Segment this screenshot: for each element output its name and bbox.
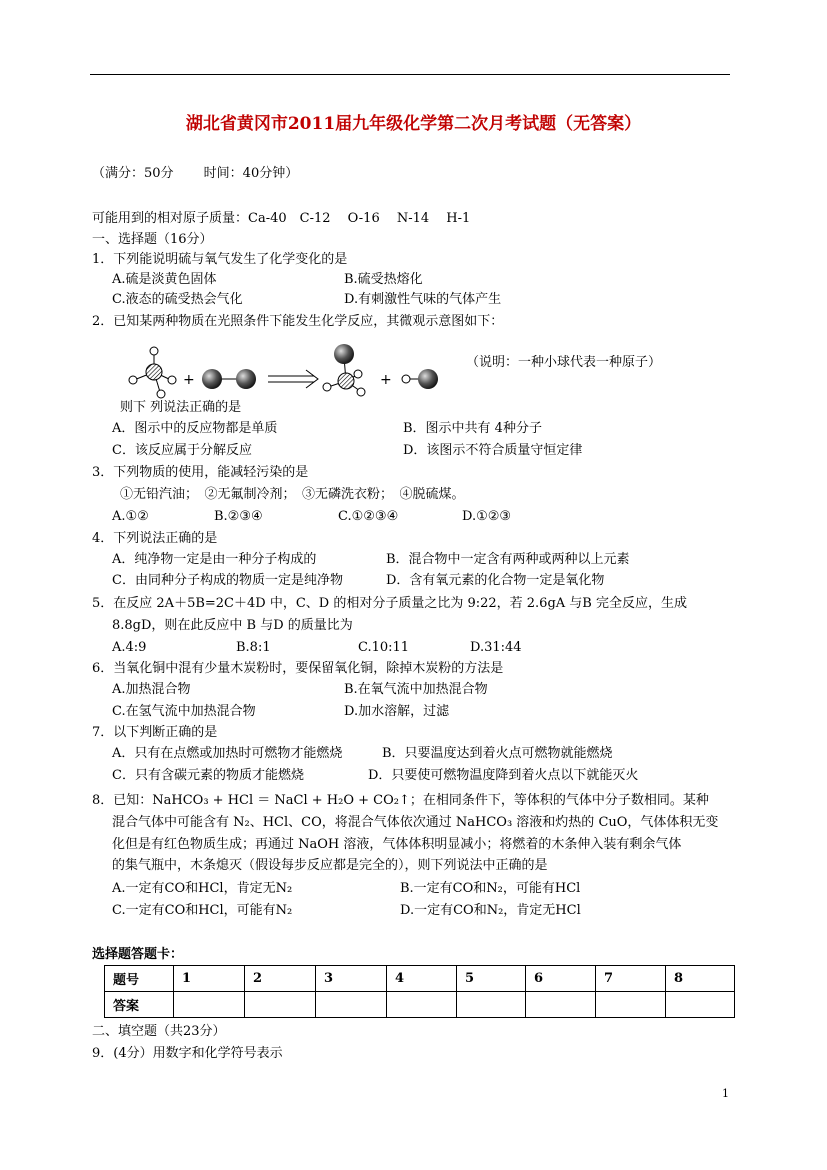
q5-option-d: D.31:44 [470, 640, 522, 655]
answer-cell[interactable] [666, 992, 735, 1018]
q5-stem-line2: 8.8gD，则在此反应中 B 与D 的质量比为 [112, 618, 353, 633]
q1-option-a: A.硫是淡黄色固体 [112, 272, 217, 287]
q4-option-c: C．由同种分子构成的物质一定是纯净物 [112, 573, 343, 588]
question-number: 5 [457, 966, 526, 992]
question-number: 7 [596, 966, 666, 992]
answer-cell[interactable] [387, 992, 457, 1018]
reaction-arrow [268, 370, 318, 388]
q6-option-b: B.在氧气流中加热混合物 [344, 682, 488, 697]
product-molecule-1 [323, 344, 365, 396]
answer-cell[interactable] [526, 992, 596, 1018]
q8-stem-line4: 的集气瓶中，木条熄灭（假设每步反应都是完全的），则下列说法中正确的是 [112, 858, 548, 873]
q8-option-a: A.一定有CO和HCl，肯定无N₂ [112, 881, 293, 896]
product-molecule-2 [402, 369, 438, 389]
q8-stem-line2: 混合气体中可能含有 N₂、HCl、CO，将混合气体依次通过 NaHCO₃ 溶液和灼热的 CuO，气体体积无变 [112, 815, 719, 830]
q3-stem: 3．下列物质的使用，能减轻污染的是 [92, 465, 309, 480]
question-number: 4 [387, 966, 457, 992]
q7-stem: 7．以下判断正确的是 [92, 725, 218, 740]
q7-option-b: B．只要温度达到着火点可燃物就能燃烧 [382, 746, 613, 761]
q3-option-d: D.①②③ [462, 509, 512, 524]
page-number: 1 [722, 1087, 729, 1100]
reactant-molecule-1 [129, 347, 176, 398]
question-number: 3 [316, 966, 387, 992]
plus-sign: + [183, 372, 195, 388]
answer-cell[interactable] [245, 992, 316, 1018]
answer-cell[interactable] [457, 992, 526, 1018]
q9-stem: 9．(4分）用数字和化学符号表示 [92, 1046, 283, 1061]
q6-option-c: C.在氢气流中加热混合物 [112, 704, 256, 719]
reactant-molecule-2 [202, 369, 256, 389]
q1-option-b: B.硫受热熔化 [344, 272, 423, 287]
q3-option-c: C.①②③④ [338, 509, 399, 524]
number-header: 题号 [105, 966, 174, 992]
q2-option-c: C．该反应属于分解反应 [112, 443, 252, 458]
q8-stem-line1: 8．已知：NaHCO₃ + HCl ＝ NaCl + H₂O + CO₂↑；在相同条件下，等体积的气体中分子数相同。某种 [92, 793, 709, 808]
q2-option-d: D．该图示不符合质量守恒定律 [403, 443, 583, 458]
q4-option-a: A．纯净物一定是由一种分子构成的 [112, 552, 317, 567]
q8-stem-line3: 化但是有红色物质生成；再通过 NaOH 溶液，气体体积明显减小；将燃着的木条伸入装有剩余气体 [112, 837, 682, 852]
q2-stem: 2．已知某两种物质在光照条件下能发生化学反应，其微观示意图如下： [92, 314, 504, 329]
reaction-diagram [126, 343, 456, 405]
answer-card-number-row [105, 966, 735, 992]
plus-sign: + [380, 372, 392, 388]
q3-option-a: A.①② [112, 509, 149, 524]
q7-option-c: C．只有含碳元素的物质才能燃烧 [112, 768, 304, 783]
q8-option-c: C.一定有CO和HCl，可能有N₂ [112, 903, 293, 918]
question-number: 8 [666, 966, 735, 992]
q6-option-a: A.加热混合物 [112, 682, 191, 697]
q7-option-a: A．只有在点燃或加热时可燃物才能燃烧 [112, 746, 343, 761]
q8-option-b: B.一定有CO和N₂，可能有HCl [400, 881, 581, 896]
q6-option-d: D.加水溶解，过滤 [344, 704, 450, 719]
q2-option-b: B．图示中共有 4种分子 [403, 421, 542, 436]
answer-cell[interactable] [174, 992, 245, 1018]
q5-option-c: C.10:11 [358, 640, 410, 655]
question-number: 2 [245, 966, 316, 992]
answer-card-label: 选择题答题卡： [92, 947, 184, 962]
q2-option-a: A．图示中的反应物都是单质 [112, 421, 278, 436]
q1-stem: 1．下列能说明硫与氧气发生了化学变化的是 [92, 252, 348, 267]
answer-header: 答案 [105, 992, 174, 1018]
header-rule [90, 74, 730, 75]
q6-stem: 6．当氧化铜中混有少量木炭粉时，要保留氧化铜，除掉木炭粉的方法是 [92, 661, 504, 676]
q2-note: （说明：一种小球代表一种原子） [466, 355, 662, 370]
answer-cell[interactable] [596, 992, 666, 1018]
question-number: 6 [526, 966, 596, 992]
q8-option-d: D.一定有CO和N₂，肯定无HCl [400, 903, 581, 918]
q4-stem: 4．下列说法正确的是 [92, 531, 218, 546]
q7-option-d: D．只要使可燃物温度降到着火点以下就能灭火 [368, 768, 639, 783]
section-choice-heading: 一、选择题（16分） [92, 232, 213, 247]
q1-option-d: D.有刺激性气味的气体产生 [344, 292, 502, 307]
page-title: 湖北省黄冈市2011届九年级化学第二次月考试题（无答案） [185, 114, 642, 134]
q5-option-b: B.8:1 [236, 640, 271, 655]
q1-option-c: C.液态的硫受热会气化 [112, 292, 243, 307]
q4-option-d: D．含有氧元素的化合物一定是氧化物 [386, 573, 605, 588]
q5-stem-line1: 5．在反应 2A＋5B=2C＋4D 中，C、D 的相对分子质量之比为 9:22，若 2.6gA 与B 完全反应，生成 [92, 596, 687, 611]
q3-option-b: B.②③④ [214, 509, 263, 524]
q4-option-b: B．混合物中一定含有两种或两种以上元素 [386, 552, 630, 567]
section-fill-heading: 二、填空题（共23分） [92, 1024, 226, 1039]
q3-items: ①无铅汽油； ②无氟制冷剂； ③无磷洗衣粉； ④脱硫煤。 [120, 487, 465, 502]
answer-card-answer-row [105, 992, 735, 1018]
exam-info: （满分：50分 时间：40分钟） [92, 166, 299, 181]
q2-subquestion: 则下 列说法正确的是 [120, 400, 242, 415]
q5-option-a: A.4:9 [112, 640, 147, 655]
answer-cell[interactable] [316, 992, 387, 1018]
question-number: 1 [174, 966, 245, 992]
answer-card-table [104, 965, 735, 1018]
atomic-masses: 可能用到的相对原子质量：Ca-40 C-12 O-16 N-14 H-1 [92, 211, 471, 226]
